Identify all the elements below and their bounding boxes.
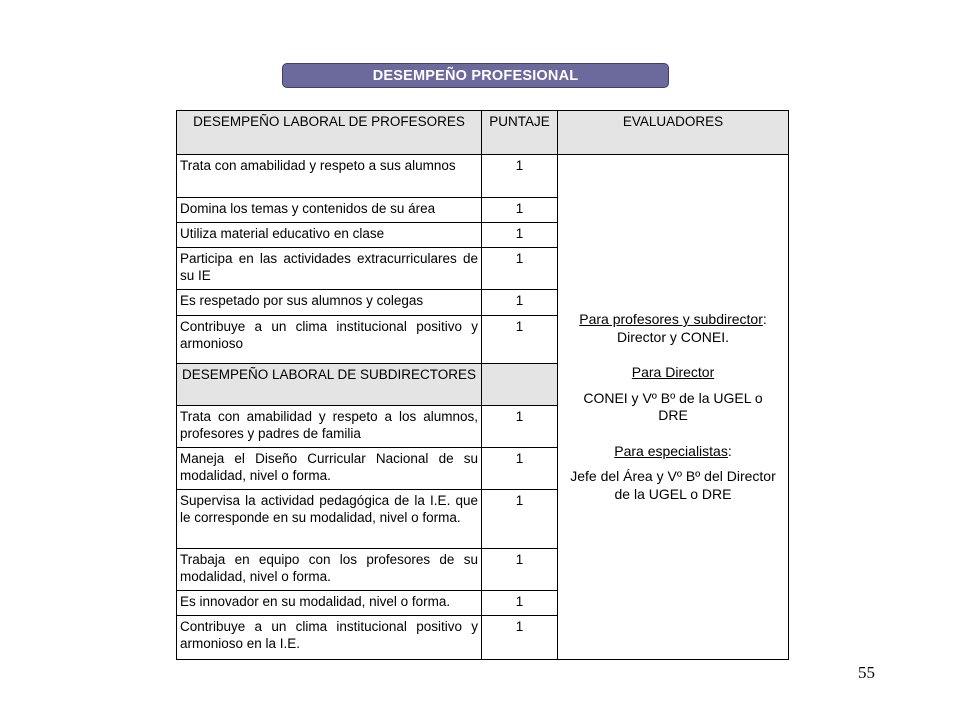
score-cell: 1 [482, 316, 558, 364]
criterion-cell: Maneja el Diseño Curricular Nacional de su modalidad, nivel o forma. [177, 448, 482, 490]
criterion-cell: Utiliza material educativo en clase [177, 223, 482, 248]
evaluators-group1-value: Director y CONEI. [616, 328, 729, 345]
table-header-row [177, 111, 789, 155]
table-row [177, 155, 789, 198]
score-cell: 1 [482, 448, 558, 490]
page-number: 55 [858, 663, 875, 682]
subheader-score [482, 364, 558, 406]
score-cell: 1 [482, 290, 558, 316]
score-cell: 1 [482, 616, 558, 660]
header-evaluators: EVALUADORES [558, 111, 789, 155]
subheader-criterion: DESEMPEÑO LABORAL DE SUBDIRECTORES [177, 364, 482, 406]
evaluators-group3-heading: Para especialistas [614, 442, 728, 459]
score-cell: 1 [482, 549, 558, 591]
criterion-cell: Es respetado por sus alumnos y colegas [177, 290, 482, 316]
evaluators-group3-value: Jefe del Área y Vº Bº del Director de la UGEL o DRE [570, 468, 776, 502]
criterion-cell: Es innovador en su modalidad, nivel o forma. [177, 591, 482, 616]
criterion-cell: Trata con amabilidad y respeto a sus alumnos [177, 155, 482, 198]
evaluation-table [176, 110, 789, 660]
evaluators-group2-value: CONEI y Vº Bº de la UGEL o DRE [583, 389, 763, 423]
criterion-cell: Contribuye a un clima institucional positivo y armonioso en la I.E. [177, 616, 482, 660]
criterion-cell: Contribuye a un clima institucional positivo y armonioso [177, 316, 482, 364]
evaluators-group2-heading: Para Director [631, 364, 715, 380]
criterion-cell: Participa en las actividades extracurriculares de su IE [177, 248, 482, 290]
evaluators-cell: Para profesores y subdirector: Director y CONEI. Para Director CONEI y Vº Bº de la UGEL o DRE Para especialistas: Jefe del Área y Vº Bº del Director de la UGEL o DRE [558, 155, 789, 660]
criterion-cell: Trabaja en equipo con los profesores de su modalidad, nivel o forma. [177, 549, 482, 591]
criterion-cell: Supervisa la actividad pedagógica de la I.E. que le corresponde en su modalidad, nivel o forma. [177, 490, 482, 549]
section-title: DESEMPEÑO PROFESIONAL [372, 67, 579, 84]
header-criterion: DESEMPEÑO LABORAL DE PROFESORES [177, 111, 482, 155]
score-cell: 1 [482, 198, 558, 223]
criterion-cell: Trata con amabilidad y respeto a los alumnos, profesores y padres de familia [177, 406, 482, 448]
score-cell: 1 [482, 490, 558, 549]
score-cell: 1 [482, 591, 558, 616]
header-score: PUNTAJE [482, 111, 558, 155]
evaluators-group1-heading: Para profesores y subdirector [579, 311, 763, 327]
score-cell: 1 [482, 155, 558, 198]
score-cell: 1 [482, 223, 558, 248]
criterion-cell: Domina los temas y contenidos de su área [177, 198, 482, 223]
score-cell: 1 [482, 248, 558, 290]
score-cell: 1 [482, 406, 558, 448]
section-title-banner [282, 63, 669, 88]
